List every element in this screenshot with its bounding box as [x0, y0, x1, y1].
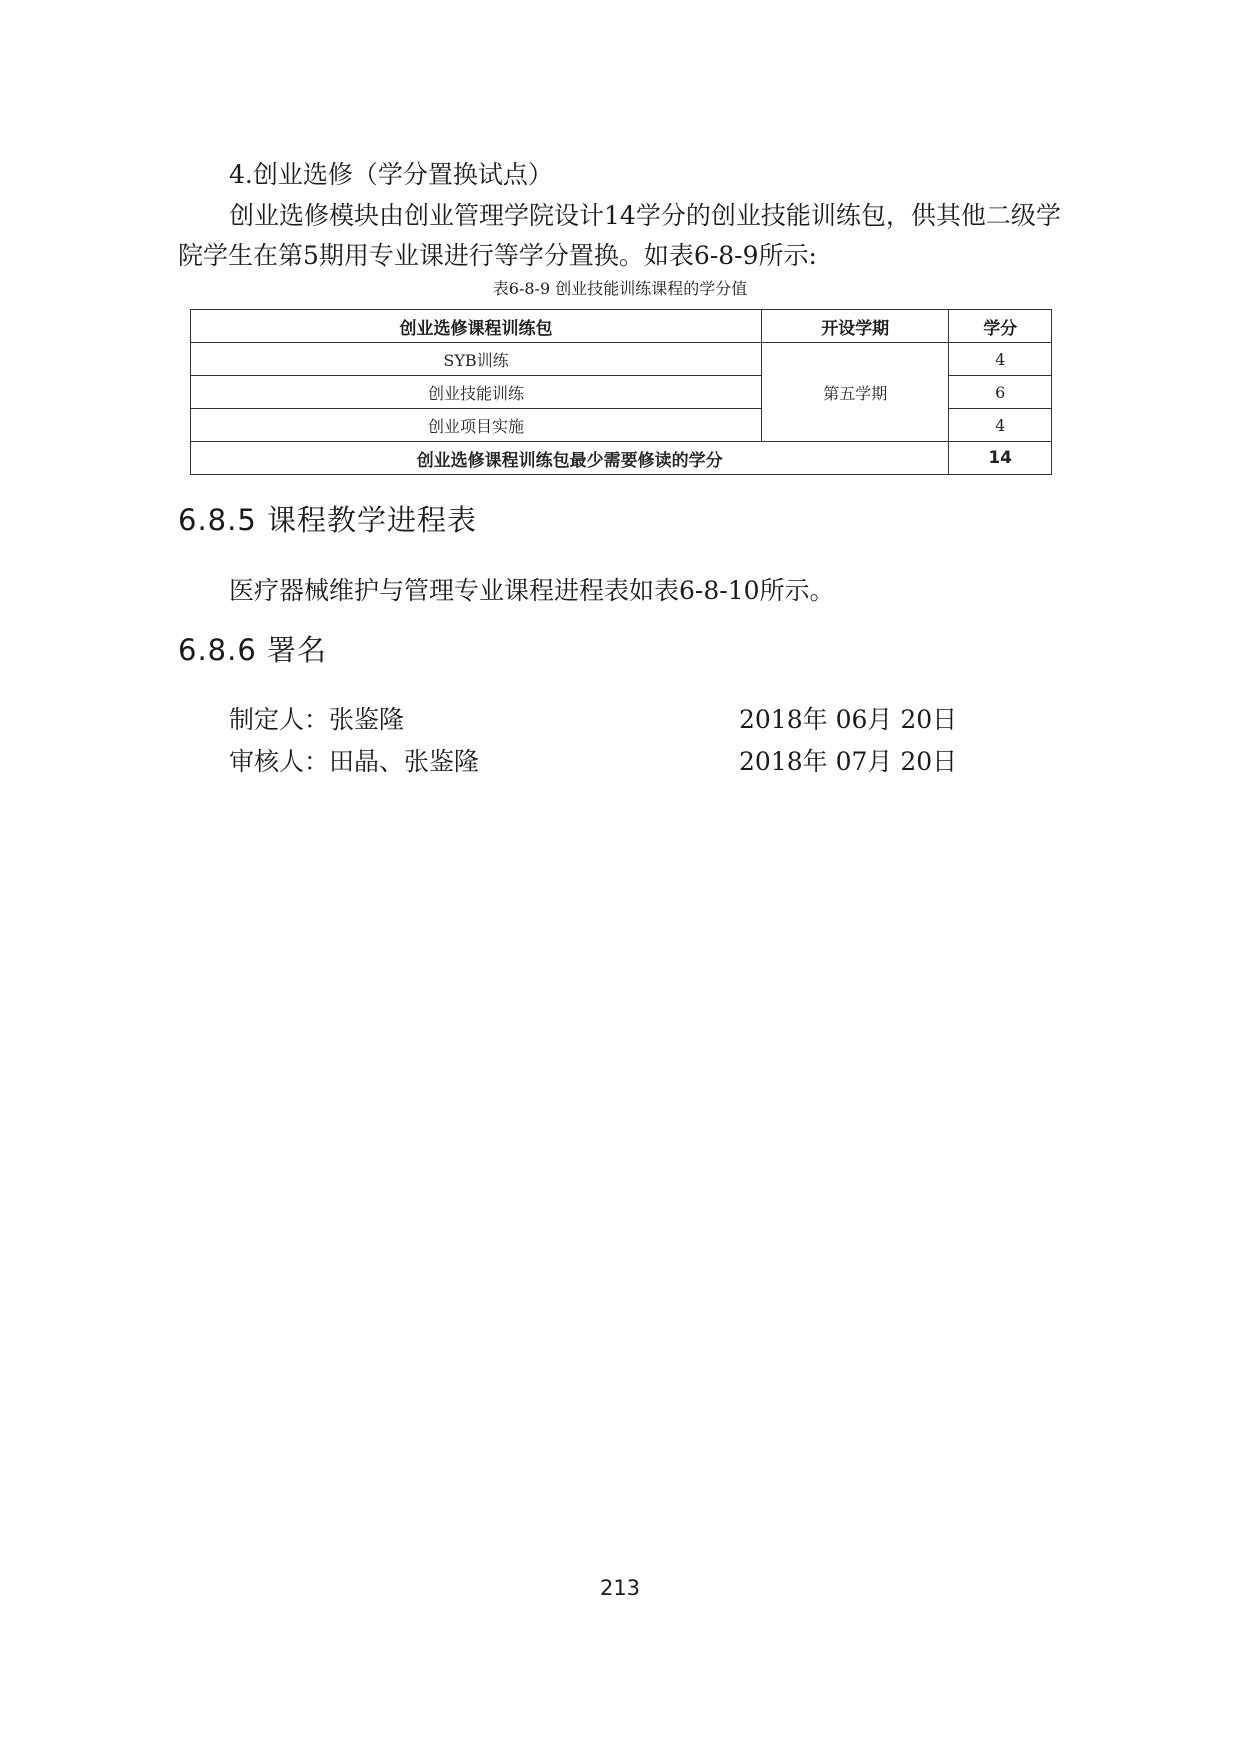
- course-cell: 创业技能训练: [191, 376, 762, 409]
- schedule-reference-text: 医疗器械维护与管理专业课程进程表如表6-8-10所示。: [229, 576, 835, 605]
- credit-cell: 4: [949, 343, 1052, 376]
- review-date: 2018年 07月 20日: [739, 747, 958, 776]
- reviewer-name: 审核人：田晶、张鉴隆: [229, 747, 480, 776]
- heading-686: 6.8.6 署名: [178, 633, 328, 667]
- course-cell: SYB训练: [191, 343, 762, 376]
- section-subheading: 4.创业选修（学分置换试点）: [229, 160, 553, 189]
- table-row: [191, 343, 1052, 376]
- table-caption: 表6-8-9 创业技能训练课程的学分值: [492, 279, 748, 298]
- intro-paragraph: 创业选修模块由创业管理学院设计14学分的创业技能训练包，供其他二级学院学生在第5期用专业课进行等学分置换。如表6-8-9所示:: [178, 201, 1061, 270]
- signer-name: 制定人：张鉴隆: [229, 705, 405, 734]
- page-number: 213: [599, 1576, 641, 1600]
- credit-cell: 4: [949, 409, 1052, 442]
- table-header-row: [191, 310, 1052, 343]
- heading-685: 6.8.5 课程教学进程表: [178, 503, 478, 537]
- header-credit: 学分: [949, 310, 1052, 343]
- signature-date: 2018年 06月 20日: [739, 705, 958, 734]
- semester-cell: 第五学期: [762, 343, 949, 442]
- course-cell: 创业项目实施: [191, 409, 762, 442]
- total-label: 创业选修课程训练包最少需要修读的学分: [191, 442, 949, 475]
- table-total-row: [191, 442, 1052, 475]
- credit-cell: 6: [949, 376, 1052, 409]
- total-value: 14: [949, 442, 1052, 475]
- header-semester: 开设学期: [762, 310, 949, 343]
- header-course: 创业选修课程训练包: [191, 310, 762, 343]
- credits-table: [190, 309, 1052, 475]
